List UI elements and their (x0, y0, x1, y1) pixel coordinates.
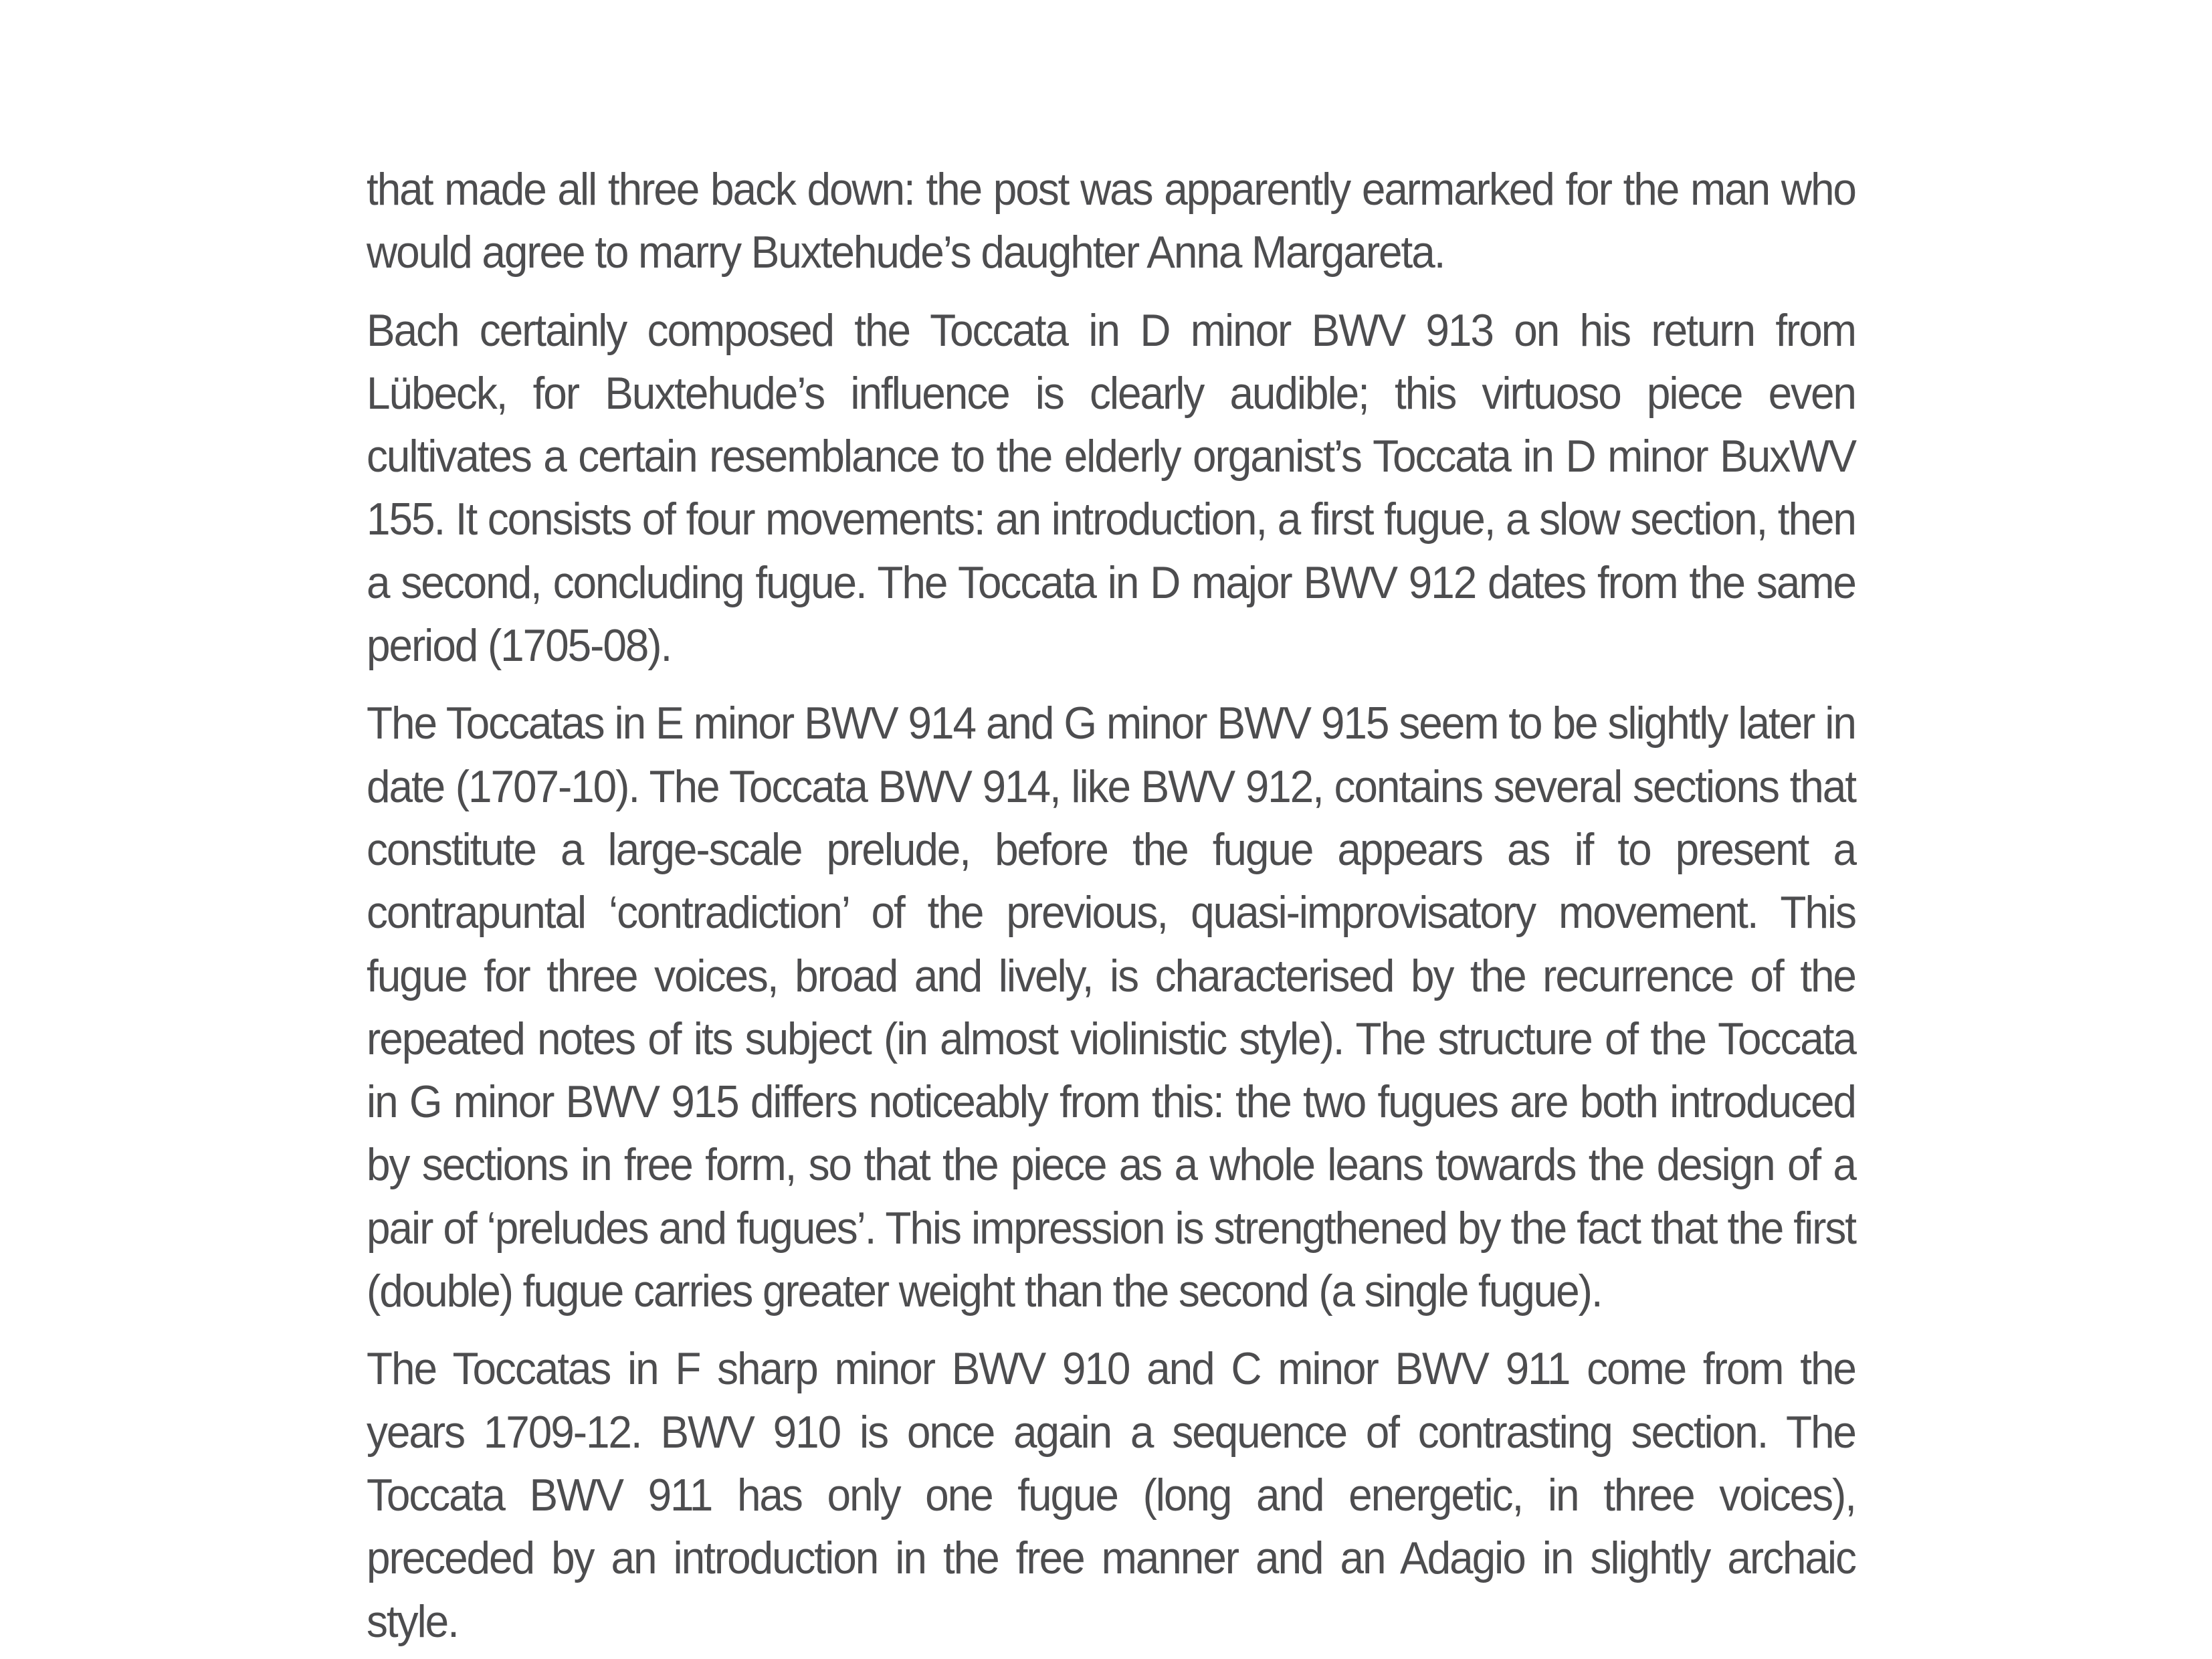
paragraph-1: that made all three back down: the post was apparently earmarked for the man who would agree to marry Buxtehude’s daughter Anna Margareta. (367, 164, 1855, 278)
paragraph-4: The Toccatas in F sharp minor BWV 910 and C minor BWV 911 come from the years 1709-12. BWV 910 is once again a sequence of contrasting section. The Toccata BWV 911 has only one fugue (long and energetic, in three voices), preceded by an introduction in the free manner and an Adagio in slightly archaic style. (367, 1343, 1855, 1647)
paragraph-3: The Toccatas in E minor BWV 914 and G minor BWV 915 seem to be slightly later in date (1707-10). The Toccata BWV 914, like BWV 912, contains several sections that constitute a large-scale prelude, before the fugue appears as if to present a contrapuntal ‘contradiction’ of the previous, quasi-improvisatory movement. This fugue for three voices, broad and lively, is characterised by the recurrence of the repeated notes of its subject (in almost violinistic style). The structure of the Toccata in G minor BWV 915 differs noticeably from this: the two fugues are both introduced by sections in free form, so that the piece as a whole leans towards the design of a pair of ‘preludes and fugues’. This impression is strengthened by the fact that the first (double) fugue carries greater weight than the second (a single fugue). (367, 698, 1855, 1317)
paragraph-2: Bach certainly composed the Toccata in D minor BWV 913 on his return from Lübeck, for Buxtehude’s influence is clearly audible; this virtuoso piece even cultivates a certain resemblance to the elderly organist’s Toccata in D minor BuxWV 155. It consists of four movements: an introduction, a first fugue, a slow section, then a second, concluding fugue. The Toccata in D major BWV 912 dates from the same period (1705-08). (367, 304, 1855, 672)
body-text (367, 158, 1855, 1653)
